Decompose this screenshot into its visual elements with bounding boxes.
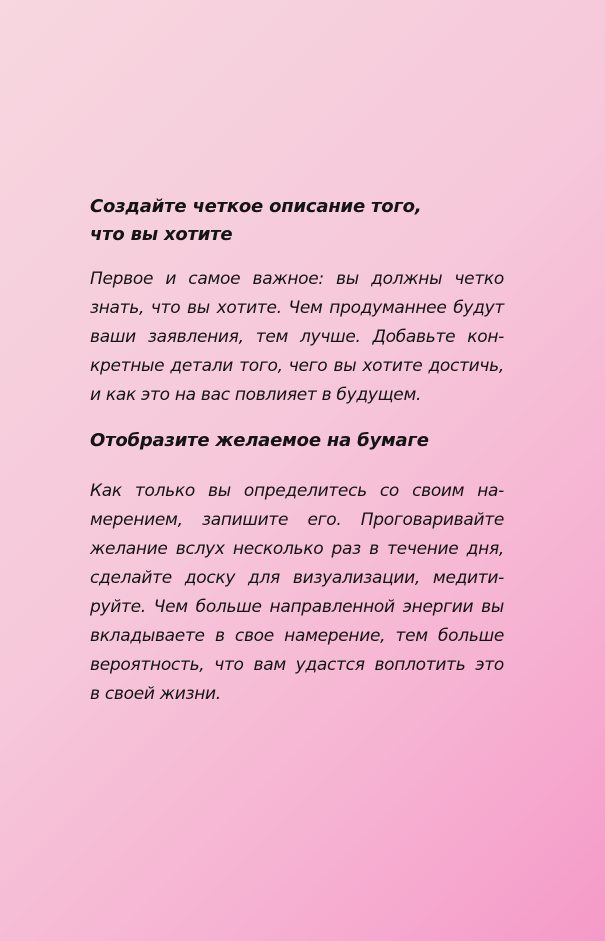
section-paragraph [90,477,504,709]
heading-line: Создайте четкое описание того, [90,196,422,217]
paragraph-line: вкладываете в свое намерение, тем больше [90,626,504,646]
paragraph-line: и как это на вас повлияет в будущем. [90,385,422,405]
page-content [90,193,504,709]
section-heading [90,193,504,249]
paragraph-line: руйте. Чем больше направленной энергии вы [90,597,504,617]
paragraph-line: сделайте доску для визуализации, медити- [90,568,504,588]
section-paragraph [90,265,504,410]
paragraph-line: в своей жизни. [90,684,221,704]
paragraph-line: мерением, запишите его. Проговаривайте [90,510,504,530]
paragraph-line: Первое и самое важное: вы должны четко [90,269,504,289]
paragraph-line: вероятность, что вам удастся воплотить это [90,655,504,675]
paragraph-line: знать, что вы хотите. Чем продуманнее будут [90,298,504,318]
paragraph-line: ваши заявления, тем лучше. Добавьте кон- [90,327,504,347]
paragraph-line: кретные детали того, чего вы хотите достичь, [90,356,504,376]
section-heading [90,427,504,455]
paragraph-line: желание вслух несколько раз в течение дня, [90,539,504,559]
heading-line: что вы хотите [90,224,233,245]
heading-line: Отобразите желаемое на бумаге [90,430,429,451]
paragraph-line: Как только вы определитесь со своим на- [90,481,504,501]
